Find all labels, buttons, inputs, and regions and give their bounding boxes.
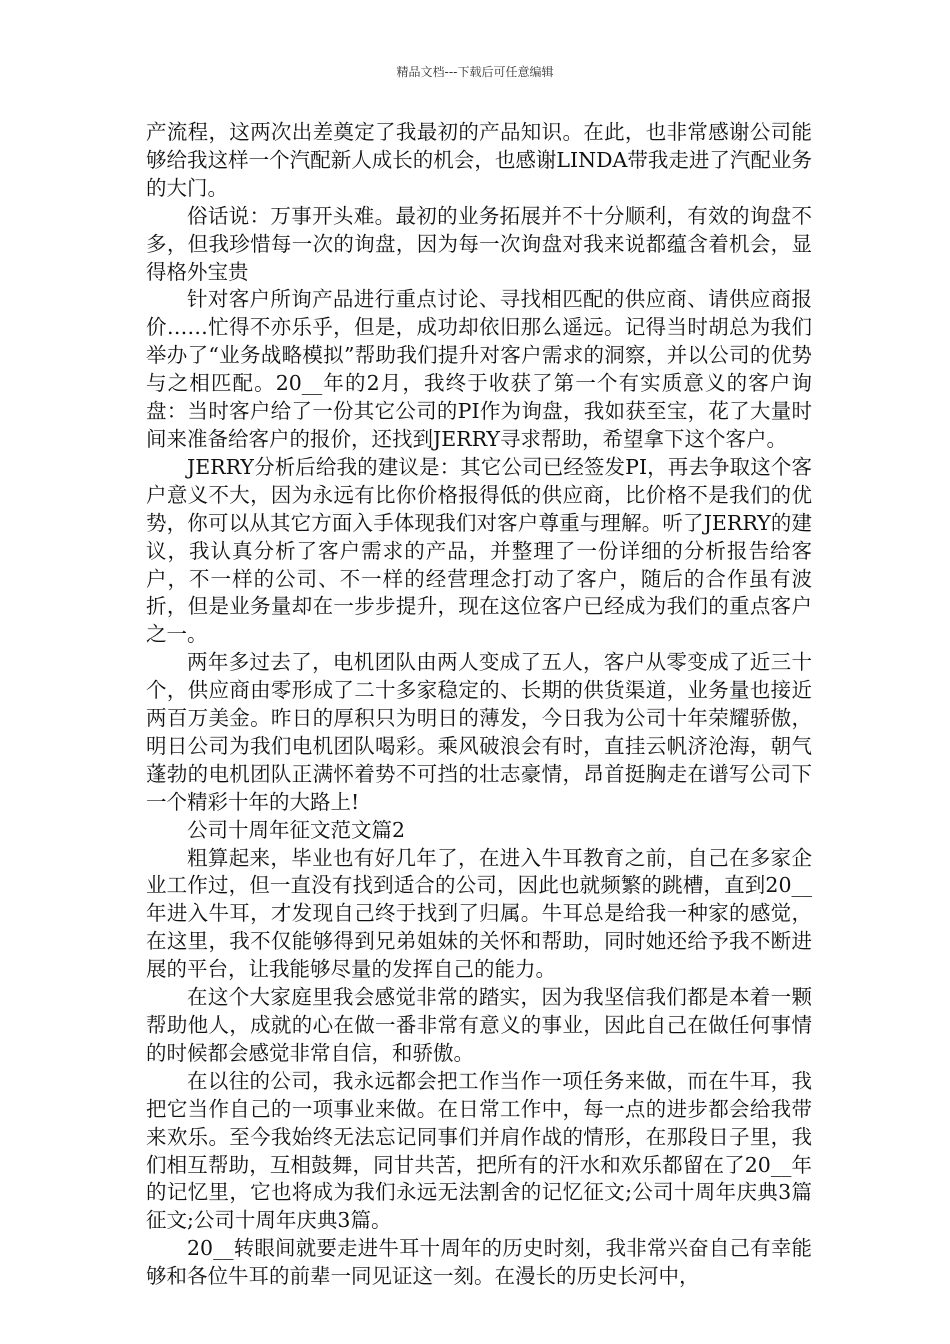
body-paragraph: 针对客户所询产品进行重点讨论、寻找相匹配的供应商、请供应商报价……忙得不亦乐乎，但是，成功却依旧那么遥远。记得当时胡总为我们举办了“业务战略模拟”帮助我们提升对客户需求的洞察，并以公司的优势与之相匹配。20__年的2月，我终于收获了第一个有实质意义的客户询盘：当时客户给了一份其它公司的PI作为询盘，我如获至宝，花了大量时间来准备给客户的报价，还找到JERRY寻求帮助，希望拿下这个客户。 xyxy=(146,287,812,451)
page-header: 精品文档---下载后可任意编辑 xyxy=(396,65,554,79)
document-body xyxy=(146,119,812,1291)
body-paragraph: 20__转眼间就要走进牛耳十周年的历史时刻，我非常兴奋自己有幸能够和各位牛耳的前辈一同见证这一刻。在漫长的历史长河中， xyxy=(146,1236,812,1289)
body-paragraph: 在这个大家庭里我会感觉非常的踏实，因为我坚信我们都是本着一颗帮助他人，成就的心在做一番非常有意义的事业，因此自己在做任何事情的时候都会感觉非常自信，和骄傲。 xyxy=(146,985,812,1065)
body-paragraph: 俗话说：万事开头难。最初的业务拓展并不十分顺利，有效的询盘不多，但我珍惜每一次的询盘，因为每一次询盘对我来说都蕴含着机会，显得格外宝贵 xyxy=(146,203,812,284)
section-heading: 公司十周年征文范文篇2 xyxy=(187,817,406,842)
body-paragraph: 两年多过去了，电机团队由两人变成了五人，客户从零变成了近三十个，供应商由零形成了二十多家稳定的、长期的供货渠道，业务量也接近两百万美金。昨日的厚积只为明日的薄发，今日我为公司十年荣耀骄傲，明日公司为我们电机团队喝彩。乘风破浪会有时，直挂云帆济沧海，朝气蓬勃的电机团队正满怀着势不可挡的壮志豪情，昂首挺胸走在谱写公司下一个精彩十年的大路上! xyxy=(146,650,812,814)
body-paragraph: JERRY分析后给我的建议是：其它公司已经签发PI，再去争取这个客户意义不大，因为永远有比你价格报得低的供应商，比价格不是我们的优势，你可以从其它方面入手体现我们对客户尊重与理解。听了JERRY的建议，我认真分析了客户需求的产品，并整理了一份详细的分析报告给客户，不一样的公司、不一样的经营理念打动了客户，随后的合作虽有波折，但是业务量却在一步步提升，现在这位客户已经成为我们的重点客户之一。 xyxy=(146,454,812,647)
body-paragraph: 在以往的公司，我永远都会把工作当作一项任务来做，而在牛耳，我把它当作自己的一项事业来做。在日常工作中，每一点的进步都会给我带来欢乐。至今我始终无法忘记同事们并肩作战的情形，在那段日子里，我们相互帮助，互相鼓舞，同甘共苦，把所有的汗水和欢乐都留在了20__年的记忆里，它也将成为我们永远无法割舍的记忆征文;公司十周年庆典3篇征文;公司十周年庆典3篇。 xyxy=(146,1068,812,1233)
body-paragraph: 产流程，这两次出差奠定了我最初的产品知识。在此，也非常感谢公司能够给我这样一个汽配新人成长的机会，也感谢LINDA带我走进了汽配业务的大门。 xyxy=(146,120,812,200)
body-paragraph: 粗算起来，毕业也有好几年了，在进入牛耳教育之前，自己在多家企业工作过，但一直没有找到适合的公司，因此也就频繁的跳槽，直到20__年进入牛耳，才发现自己终于找到了归属。牛耳总是给我一种家的感觉，在这里，我不仅能够得到兄弟姐妹的关怀和帮助，同时她还给予我不断进展的平台，让我能够尽量的发挥自己的能力。 xyxy=(146,845,812,982)
